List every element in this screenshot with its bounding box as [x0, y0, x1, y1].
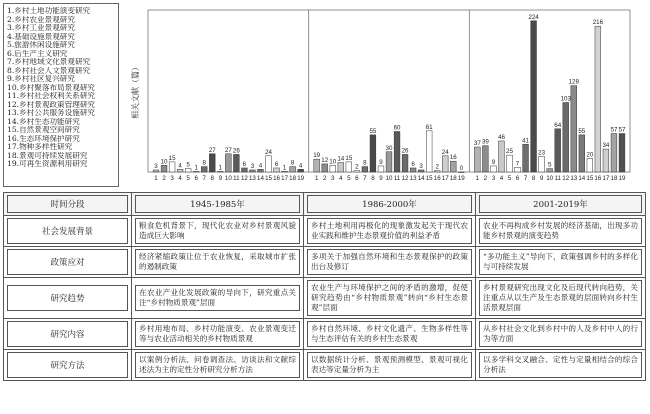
table-cell: 多项关于加强自然环境和生态景观保护的政策出台及修订	[307, 249, 472, 275]
data-label: 5	[547, 161, 552, 169]
data-label: 3	[154, 162, 158, 170]
data-label: 55	[369, 127, 377, 135]
x-tick-label: 8	[210, 175, 214, 182]
data-label: 64	[554, 121, 562, 129]
data-label: 34	[602, 142, 610, 150]
bar	[225, 154, 231, 172]
data-label: 60	[393, 124, 401, 132]
bar	[418, 170, 424, 172]
data-label: 25	[506, 148, 513, 156]
legend-item: 1.乡村土地功能演变研究	[7, 7, 91, 15]
bar	[426, 131, 432, 172]
legend-item: 18.景观可持续发展研究	[7, 151, 88, 160]
bar	[482, 146, 488, 172]
table-cell: 乡村自然环境、乡村文化遗产、生物多样性等与生态评估有关的乡村生态景观	[307, 321, 472, 347]
table-cell: 粮食危机背景下，现代化农业对乡村景观风貌造成巨大影响	[135, 218, 300, 244]
bar	[386, 152, 392, 172]
bar	[370, 135, 376, 172]
table-header-period: 1945-1985年	[135, 195, 300, 213]
x-tick-label: 16	[594, 175, 602, 182]
data-label: 4	[258, 162, 263, 170]
x-tick-label: 10	[385, 175, 393, 182]
x-tick-label: 11	[554, 175, 561, 182]
bar	[571, 86, 577, 172]
bar	[619, 134, 625, 172]
table-cell: 乡村土地利用再极化的现象激发起关于现代农业实践和维护生态景观价值的利益矛盾	[307, 218, 472, 244]
x-tick-label: 8	[371, 175, 375, 182]
data-label: 24	[441, 148, 449, 156]
legend-item: 9.乡村社区复兴研究	[7, 75, 75, 83]
x-tick-label: 9	[539, 175, 544, 182]
bar	[161, 165, 167, 172]
bar	[338, 163, 344, 172]
data-label: 15	[345, 154, 353, 162]
table-cell: 以数据统计分析、景观预测模型、景观可视化表达等定量分析为主	[307, 352, 472, 378]
bar	[274, 168, 280, 172]
legend-item: 16.生态环境保护研究	[7, 134, 80, 143]
bar	[209, 154, 215, 172]
table-header-period: 2001-2019年	[479, 195, 642, 213]
x-tick-label: 19	[457, 175, 465, 182]
data-label: 8	[363, 159, 367, 167]
table-cell: 以多学科交叉融合、定性与定量相结合的综合分析法	[479, 352, 642, 378]
data-label: 24	[265, 148, 272, 156]
x-tick-label: 7	[523, 175, 528, 182]
x-tick-label: 7	[202, 175, 206, 182]
data-label: 19	[313, 152, 321, 160]
data-label: 41	[522, 137, 530, 145]
legend-item: 11.乡村社会权利关系研究	[7, 92, 96, 100]
data-label: 30	[385, 144, 393, 152]
data-label: 128	[568, 78, 579, 86]
bar	[507, 155, 513, 172]
legend-item: 19.可再生资源利用研究	[7, 160, 88, 168]
x-tick-label: 8	[531, 175, 536, 182]
x-tick-label: 4	[499, 175, 504, 182]
x-tick-label: 1	[154, 175, 158, 182]
data-label: 6	[411, 160, 415, 168]
bar	[153, 170, 159, 172]
data-label: 8	[202, 159, 206, 167]
table-row	[4, 278, 646, 319]
x-tick-label: 1	[475, 175, 480, 182]
legend-item: 4.基础设施景观研究	[7, 32, 75, 41]
y-axis-label: 相关文献（篇）	[131, 63, 140, 119]
x-tick-label: 6	[355, 175, 359, 182]
legend-item: 10.乡村聚落布局景观研究	[7, 83, 96, 92]
x-tick-label: 6	[515, 175, 520, 182]
bar	[515, 167, 521, 172]
data-label: 5	[186, 161, 190, 169]
x-tick-label: 4	[178, 175, 182, 182]
bar	[201, 167, 207, 172]
bar	[410, 168, 416, 172]
x-tick-label: 17	[441, 175, 449, 182]
legend-item: 3.乡村工业景观研究	[7, 24, 75, 32]
bar	[587, 159, 593, 173]
x-tick-label: 12	[562, 175, 570, 182]
legend-item: 15.自然景观空间研究	[7, 126, 80, 134]
data-label: 20	[586, 151, 594, 159]
bar	[330, 165, 336, 172]
legend-item: 5.旅游休闲设施研究	[7, 41, 75, 49]
table-header-label: 时间分段	[7, 195, 128, 213]
table-row	[4, 216, 646, 247]
bar	[169, 162, 175, 172]
data-label: 14	[337, 155, 345, 163]
bar	[266, 156, 272, 172]
data-label: 15	[168, 154, 176, 162]
legend-item: 17.物种多样性研究	[7, 143, 73, 151]
bar	[250, 170, 256, 172]
table-row	[4, 350, 646, 381]
bar	[434, 171, 440, 172]
x-tick-label: 15	[425, 175, 433, 182]
data-label: 46	[498, 133, 505, 141]
table-cell: 在农业产业化发展政策的导向下，研究重点关注“乡村物质景观”层面	[135, 285, 300, 311]
x-tick-label: 19	[297, 175, 305, 182]
table-cell: 以案例分析法、问卷调查法、访谈法和文献综述法为主的定性分析研究分析方法	[135, 352, 300, 378]
x-tick-label: 11	[233, 175, 240, 182]
data-label: 9	[491, 158, 496, 166]
data-label: 4	[178, 162, 182, 170]
legend-item: 7.乡村地域文化景观研究	[7, 58, 91, 66]
x-tick-label: 5	[347, 175, 351, 182]
bar	[185, 169, 191, 172]
bar	[579, 135, 585, 172]
x-tick-label: 19	[618, 175, 626, 182]
bar	[555, 129, 561, 172]
bar	[603, 149, 609, 172]
bar	[354, 171, 360, 172]
data-label: 55	[578, 127, 586, 135]
legend-item: 14.乡村生态功能研究	[7, 117, 80, 126]
table-header-period: 1986-2000年	[307, 195, 472, 213]
bar	[531, 21, 537, 172]
table-cell: “多功能主义”导向下，政策强调乡村的多样化与可持续发展	[479, 249, 642, 275]
bar	[298, 169, 304, 172]
x-tick-label: 9	[218, 175, 223, 182]
bar	[523, 144, 529, 172]
data-label: 8	[290, 159, 295, 167]
data-label: 2	[355, 163, 359, 171]
data-label: 10	[160, 158, 168, 166]
data-label: 103	[560, 95, 571, 103]
bar	[499, 141, 505, 172]
x-tick-label: 5	[507, 175, 512, 182]
x-tick-label: 14	[578, 175, 586, 182]
x-tick-label: 3	[331, 175, 335, 182]
legend-item: 6.后生产主义研究	[7, 49, 68, 58]
table-cell: 农业生产与环境保护之间的矛盾的激增，促使研究趋势由“乡村物质景观”转向“乡村生态景观”层面	[307, 280, 472, 316]
data-label: 6	[242, 160, 247, 168]
bar	[458, 172, 464, 173]
row-label: 社会发展背景	[7, 218, 128, 244]
data-label: 23	[538, 149, 546, 157]
x-tick-label: 2	[483, 175, 488, 182]
bar	[193, 171, 199, 172]
data-label: 10	[329, 158, 337, 166]
bar	[314, 159, 320, 172]
bar	[258, 169, 264, 172]
bar	[595, 26, 601, 172]
x-tick-label: 16	[433, 175, 441, 182]
x-tick-label: 9	[379, 175, 383, 182]
table-cell: 经济紧缩政策让位于农业恢复，采取城市扩张的遏制政策	[135, 249, 300, 275]
data-label: 7	[515, 160, 520, 168]
table-cell: 乡村用地布局、乡村功能演变、农业景观变迁等与农业活动相关的乡村物质景观	[135, 321, 300, 347]
bar	[563, 102, 569, 172]
data-label: 27	[208, 146, 216, 154]
x-tick-label: 17	[602, 175, 610, 182]
data-label: 27	[224, 146, 232, 154]
x-tick-label: 1	[314, 175, 319, 182]
x-tick-label: 18	[610, 175, 618, 182]
data-label: 26	[401, 147, 409, 155]
data-label: 3	[419, 162, 423, 170]
x-tick-label: 13	[409, 175, 417, 182]
bar	[346, 162, 352, 172]
legend-item: 12.乡村景观政策管理研究	[7, 100, 96, 109]
row-label: 研究趋势	[7, 285, 128, 311]
data-label: 26	[232, 147, 240, 155]
x-tick-label: 10	[224, 175, 232, 182]
x-tick-label: 13	[248, 175, 256, 182]
bar	[611, 134, 617, 172]
x-tick-label: 5	[186, 175, 190, 182]
x-tick-label: 6	[194, 175, 198, 182]
bar	[322, 164, 328, 172]
x-tick-label: 12	[401, 175, 409, 182]
x-tick-label: 16	[273, 175, 280, 182]
x-tick-label: 15	[265, 175, 272, 182]
bar	[362, 167, 368, 172]
data-label: 2	[435, 163, 439, 171]
x-tick-label: 2	[162, 175, 166, 182]
data-label: 1	[218, 164, 223, 172]
data-label: 9	[379, 158, 383, 166]
row-label: 政策应对	[7, 249, 128, 275]
data-label: 0	[459, 165, 464, 172]
row-label: 研究内容	[7, 321, 128, 347]
x-tick-label: 13	[570, 175, 578, 182]
data-label: 12	[321, 156, 329, 164]
row-label: 研究方法	[7, 352, 128, 378]
table-cell: 从乡村社会文化到乡村中的人及乡村中人的行为等方面	[479, 321, 642, 347]
data-label: 6	[274, 160, 279, 168]
table-cell: 农业不再构成乡村发展的经济基础，出现多功能乡村景观的演变趋势	[479, 218, 642, 244]
x-tick-label: 14	[257, 175, 264, 182]
period-comparison-table	[3, 192, 646, 381]
x-tick-label: 2	[322, 175, 327, 182]
data-label: 16	[449, 154, 457, 162]
data-label: 3	[250, 162, 255, 170]
data-label: 1	[282, 164, 287, 172]
legend-item: 13.乡村公共服务设施研究	[7, 109, 96, 117]
x-tick-label: 4	[339, 175, 343, 182]
bar	[442, 156, 448, 172]
bar	[491, 166, 497, 172]
bar	[242, 168, 248, 172]
x-tick-label: 11	[393, 175, 401, 182]
x-tick-label: 15	[586, 175, 594, 182]
bar	[450, 161, 456, 172]
legend-item: 2.乡村农业景观研究	[7, 15, 75, 24]
data-label: 57	[610, 126, 618, 134]
data-label: 4	[298, 162, 303, 170]
bar	[402, 154, 408, 172]
bar	[378, 166, 384, 172]
data-label: 37	[473, 140, 481, 148]
x-tick-label: 14	[417, 175, 425, 182]
x-tick-label: 7	[363, 175, 367, 182]
table-row	[4, 247, 646, 278]
bar	[233, 154, 239, 172]
bar	[290, 167, 296, 172]
table-row	[4, 319, 646, 350]
bar	[474, 147, 480, 172]
x-tick-label: 18	[449, 175, 457, 182]
data-label: 216	[592, 19, 604, 27]
table-cell: 乡村景观研究出现文化及后现代转向趋势，关注重点从以生产及生态景观的层面转向乡村生活景观层面	[479, 280, 642, 316]
bar	[282, 171, 288, 172]
bar	[547, 169, 553, 172]
bar	[217, 171, 223, 172]
x-tick-label: 18	[289, 175, 297, 182]
x-tick-label: 3	[491, 175, 496, 182]
data-label: 61	[425, 123, 433, 131]
x-tick-label: 17	[281, 175, 289, 182]
data-label: 39	[481, 138, 489, 146]
bar	[539, 156, 545, 172]
x-tick-label: 10	[546, 175, 554, 182]
bar	[177, 169, 183, 172]
data-label: 1	[194, 164, 198, 172]
x-tick-label: 3	[170, 175, 174, 182]
bar-chart	[0, 0, 650, 190]
data-label: 57	[618, 126, 626, 134]
x-tick-label: 12	[240, 175, 248, 182]
data-label: 224	[528, 13, 539, 21]
legend-item: 8.乡村社会人文景观研究	[7, 66, 91, 75]
bar	[394, 132, 400, 173]
